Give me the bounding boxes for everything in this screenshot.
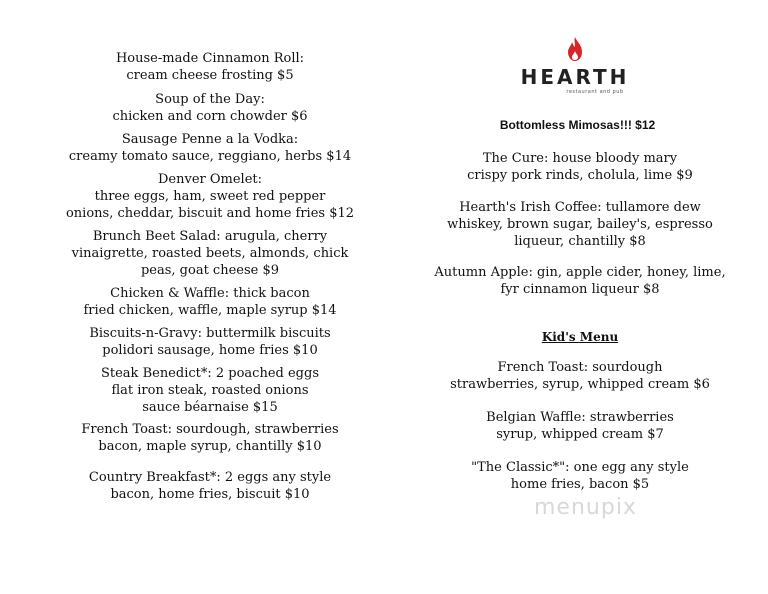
drink-irish-coffee — [410, 199, 750, 250]
menu-item-line: Chicken & Waffle: thick bacon — [110, 286, 310, 301]
menu-item-line: polidori sausage, home fries $10 — [102, 343, 318, 358]
menu-item-line: creamy tomato sauce, reggiano, herbs $14 — [68, 149, 352, 164]
menu-item-line: Steak Benedict*: 2 poached eggs — [100, 366, 319, 381]
menu-item-line: fyr cinnamon liqueur $8 — [500, 282, 660, 297]
menu-item-line: onions, cheddar, biscuit and home fries $12 — [65, 206, 355, 221]
menu-item-line: bacon, maple syrup, chantilly $10 — [98, 439, 322, 454]
menu-item-line: home fries, bacon $5 — [510, 477, 650, 492]
kids-item-belgian-waffle — [410, 409, 750, 443]
drink-the-cure — [410, 150, 750, 184]
menu-item-line: Autumn Apple: gin, apple cider, honey, lime, — [434, 265, 726, 280]
menu-item-line: sauce béarnaise $15 — [142, 400, 278, 415]
menu-item-line: syrup, whipped cream $7 — [496, 427, 664, 442]
brand-tagline: restaurant and pub — [566, 89, 624, 95]
menu-item-line: three eggs, ham, sweet red pepper — [94, 189, 326, 204]
menu-item-biscuits-gravy — [45, 325, 375, 359]
menu-item-line: The Cure: house bloody mary — [482, 151, 678, 166]
menu-item-line: French Toast: sourdough, strawberries — [81, 422, 339, 437]
brand-name: HEARTH — [520, 65, 630, 89]
watermark: menupix — [534, 495, 637, 520]
menu-item-line: "The Classic*": one egg any style — [471, 460, 689, 475]
menu-item-country-breakfast — [45, 469, 375, 503]
menu-item-line: cream cheese frosting $5 — [126, 68, 294, 83]
menu-item-line: whiskey, brown sugar, bailey's, espresso — [447, 217, 713, 232]
menu-item-line: Hearth's Irish Coffee: tullamore dew — [459, 200, 701, 215]
kids-item-the-classic — [410, 459, 750, 493]
menu-item-steak-benedict — [45, 365, 375, 416]
menu-item-line: vinaigrette, roasted beets, almonds, chick — [71, 246, 349, 261]
menu-item-line: crispy pork rinds, cholula, lime $9 — [467, 168, 693, 183]
menu-item-penne — [45, 131, 375, 165]
kids-item-french-toast — [410, 359, 750, 393]
mimosa-special: Bottomless Mimosas!!! $12 — [499, 118, 656, 132]
menu-item-line: Belgian Waffle: strawberries — [486, 410, 674, 425]
menu-item-line: Sausage Penne a la Vodka: — [121, 132, 299, 147]
menu-item-line: French Toast: sourdough — [497, 360, 663, 375]
flame-icon — [565, 36, 585, 62]
menu-item-line: chicken and corn chowder $6 — [112, 109, 308, 124]
menu-item-soup — [45, 91, 375, 125]
menu-item-line: flat iron steak, roasted onions — [111, 383, 309, 398]
drink-autumn-apple — [410, 264, 750, 298]
menu-item-line: Soup of the Day: — [155, 92, 265, 107]
menu-item-line: Country Breakfast*: 2 eggs any style — [88, 470, 332, 485]
menu-item-omelet — [45, 171, 375, 222]
menu-item-cinnamon-roll — [45, 50, 375, 84]
menu-item-line: bacon, home fries, biscuit $10 — [110, 487, 310, 502]
hearth-logo — [510, 36, 640, 95]
menu-item-line: strawberries, syrup, whipped cream $6 — [450, 377, 710, 392]
kids-menu-heading: Kid's Menu — [541, 330, 619, 344]
menu-item-beet-salad — [45, 228, 375, 279]
menu-item-line: peas, goat cheese $9 — [140, 263, 280, 278]
menu-item-line: Brunch Beet Salad: arugula, cherry — [92, 229, 328, 244]
menu-item-line: liqueur, chantilly $8 — [514, 234, 646, 249]
menu-item-chicken-waffle — [45, 285, 375, 319]
menu-item-french-toast — [45, 421, 375, 455]
menu-item-line: House-made Cinnamon Roll: — [115, 51, 305, 66]
menu-item-line: Denver Omelet: — [157, 172, 262, 187]
menu-item-line: Biscuits-n-Gravy: buttermilk biscuits — [89, 326, 331, 341]
menu-item-line: fried chicken, waffle, maple syrup $14 — [83, 303, 337, 318]
